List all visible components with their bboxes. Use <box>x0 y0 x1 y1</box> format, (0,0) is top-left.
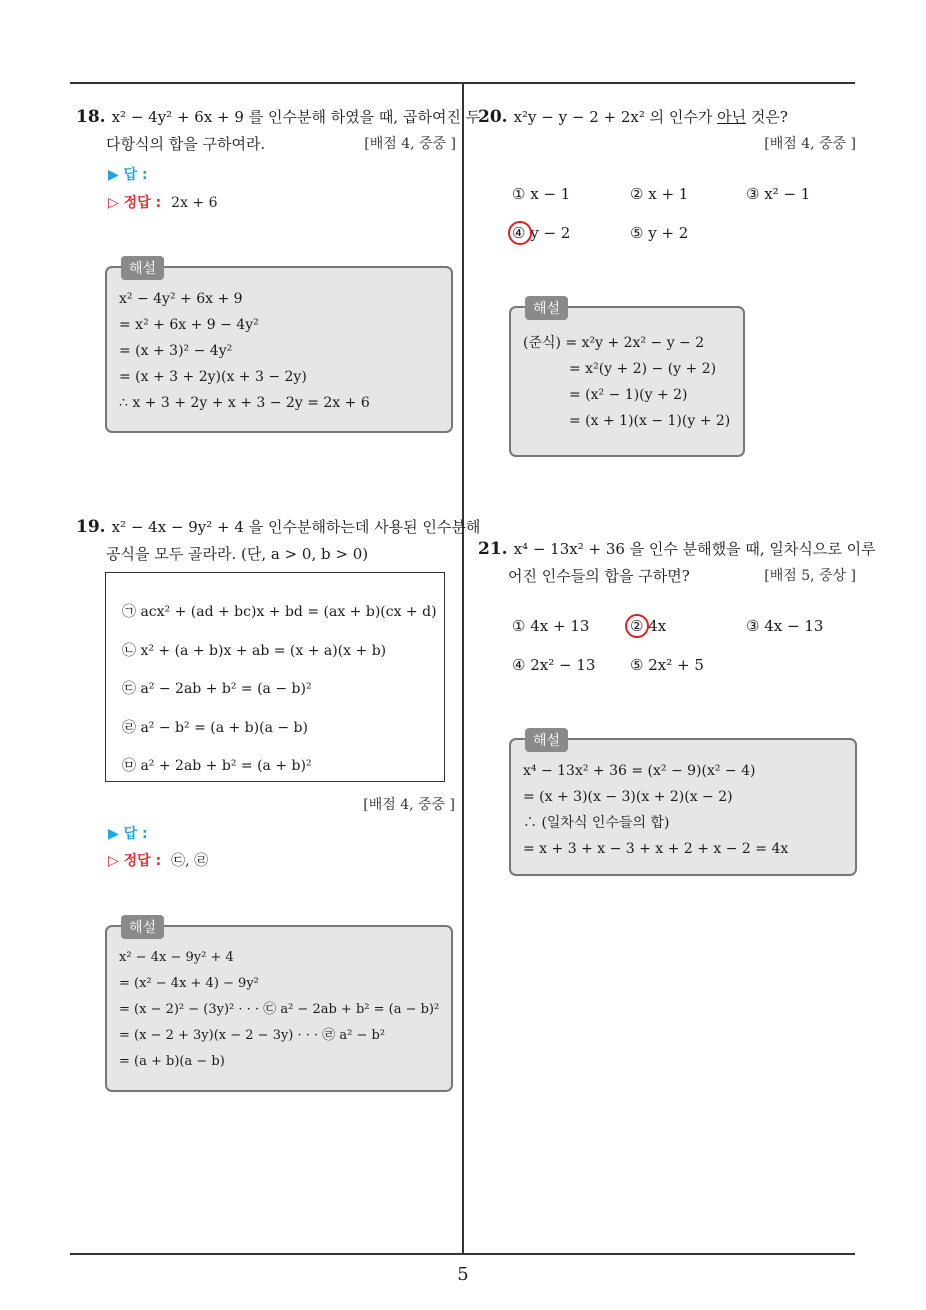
question-19 <box>76 514 481 568</box>
score-label: [배점 5, 중상 ] <box>764 568 856 584</box>
solution-box-21 <box>509 733 857 876</box>
question-text-cont: 다항식의 합을 구하여라. <box>106 135 266 153</box>
question-text: x⁴ − 13x² + 36 을 인수 분해했을 때, 일차식으로 이루 <box>513 540 876 558</box>
correct-answer <box>108 850 208 870</box>
solution-line: = (a + b)(a − b) <box>119 1054 225 1069</box>
score-label: [배점 4, 중중 ] <box>764 136 856 152</box>
correct-value: ㉢, ㉣ <box>171 853 209 869</box>
choice-1[interactable]: ① x − 1 <box>512 185 571 203</box>
solution-box-18 <box>105 261 453 433</box>
score-label: [배점 4, 중중 ] <box>363 797 455 813</box>
answer-circle-mark <box>508 221 532 245</box>
solution-box-19 <box>105 920 453 1092</box>
choice-1[interactable]: ① 4x + 13 <box>512 617 590 635</box>
formula-item: ㉢ a² − 2ab + b² = (a − b)² <box>122 681 312 697</box>
solution-line: = x²(y + 2) − (y + 2) <box>569 361 717 377</box>
solution-line: = x + 3 + x − 3 + x + 2 + x − 2 = 4x <box>523 841 789 857</box>
solution-line: = x² + 6x + 9 − 4y² <box>119 317 259 333</box>
solution-line: x² − 4y² + 6x + 9 <box>119 291 243 307</box>
formula-list <box>122 593 437 786</box>
choices-21 <box>512 617 852 687</box>
solution-line: x⁴ − 13x² + 36 = (x² − 9)(x² − 4) <box>523 763 756 779</box>
solution-line: = (x + 3)² − 4y² <box>119 343 233 359</box>
choices-20 <box>512 185 852 255</box>
solution-tag: 해설 <box>121 915 164 939</box>
answer-circle-mark <box>625 614 649 638</box>
correct-answer <box>108 192 218 212</box>
correct-label: ▷ 정답 : <box>108 195 162 211</box>
formula-item: ㉠ acx² + (ad + bc)x + bd = (ax + b)(cx + d) <box>122 604 437 620</box>
choice-2[interactable]: ② x + 1 <box>630 185 689 203</box>
correct-label: ▷ 정답 : <box>108 853 162 869</box>
question-text-cont: 어진 인수들의 합을 구하면? <box>508 567 690 585</box>
bottom-rule <box>70 1253 855 1255</box>
page-number: 5 <box>457 1264 469 1285</box>
answer-label: ▶ 답 : <box>108 826 148 842</box>
question-text: x²y − y − 2 + 2x² 의 인수가 <box>513 108 718 126</box>
choice-2[interactable]: ② 4x <box>630 617 667 635</box>
choice-4[interactable]: ④ y − 2 <box>512 224 571 242</box>
solution-tag: 해설 <box>525 728 568 752</box>
question-21 <box>478 536 876 590</box>
solution-lines <box>119 286 370 416</box>
solution-line: = (x + 3 + 2y)(x + 3 − 2y) <box>119 369 307 385</box>
formula-item: ㉤ a² + 2ab + b² = (a + b)² <box>122 758 312 774</box>
underlined-word: 아닌 <box>717 108 747 126</box>
formula-box <box>105 572 445 782</box>
solution-lines <box>523 758 788 862</box>
question-number: 18. <box>76 107 106 127</box>
choice-3[interactable]: ③ 4x − 13 <box>746 617 824 635</box>
formula-item: ㉡ x² + (a + b)x + ab = (x + a)(x + b) <box>122 642 387 659</box>
solution-tag: 해설 <box>525 296 568 320</box>
question-number: 20. <box>478 107 508 127</box>
solution-lines <box>119 945 439 1075</box>
solution-line: = (x + 3)(x − 3)(x + 2)(x − 2) <box>523 789 733 805</box>
choice-5[interactable]: ⑤ 2x² + 5 <box>630 656 704 674</box>
question-text: x² − 4x − 9y² + 4 을 인수분해하는데 사용된 인수분해 <box>111 518 481 536</box>
solution-lines <box>523 330 730 434</box>
choice-5[interactable]: ⑤ y + 2 <box>630 224 689 242</box>
question-text-cont: 공식을 모두 골라라. (단, a > 0, b > 0) <box>106 545 369 563</box>
solution-line: x² − 4x − 9y² + 4 <box>119 950 234 965</box>
solution-line: = (x² − 4x + 4) − 9y² <box>119 976 259 991</box>
solution-line: = (x² − 1)(y + 2) <box>569 387 688 403</box>
solution-line: (준식) = x²y + 2x² − y − 2 <box>523 335 705 351</box>
solution-line: = (x − 2 + 3y)(x − 2 − 3y) · · · ㉣ a² − b² <box>119 1028 386 1043</box>
solution-line: ∴ x + 3 + 2y + x + 3 − 2y = 2x + 6 <box>119 395 370 411</box>
formula-item: ㉣ a² − b² = (a + b)(a − b) <box>122 719 308 736</box>
choice-3[interactable]: ③ x² − 1 <box>746 185 811 203</box>
solution-line: ∴ (일차식 인수들의 합) <box>523 815 670 831</box>
solution-line: = (x − 2)² − (3y)² · · · ㉢ a² − 2ab + b² = (a − b)² <box>119 1002 440 1017</box>
solution-box-20 <box>509 301 745 457</box>
column-divider <box>462 83 464 1255</box>
question-20 <box>478 104 856 158</box>
choice-4[interactable]: ④ 2x² − 13 <box>512 656 596 674</box>
solution-line: = (x + 1)(x − 1)(y + 2) <box>569 413 731 429</box>
question-number: 19. <box>76 517 106 537</box>
question-text: x² − 4y² + 6x + 9 를 인수분해 하였을 때, 곱하여진 두 <box>111 108 481 126</box>
question-text-end: 것은? <box>746 108 788 126</box>
correct-value: 2x + 6 <box>171 195 218 211</box>
question-number: 21. <box>478 539 508 559</box>
solution-tag: 해설 <box>121 256 164 280</box>
score-label: [배점 4, 중중 ] <box>364 136 456 152</box>
answer-label: ▶ 답 : <box>108 167 148 183</box>
question-18 <box>76 104 481 158</box>
